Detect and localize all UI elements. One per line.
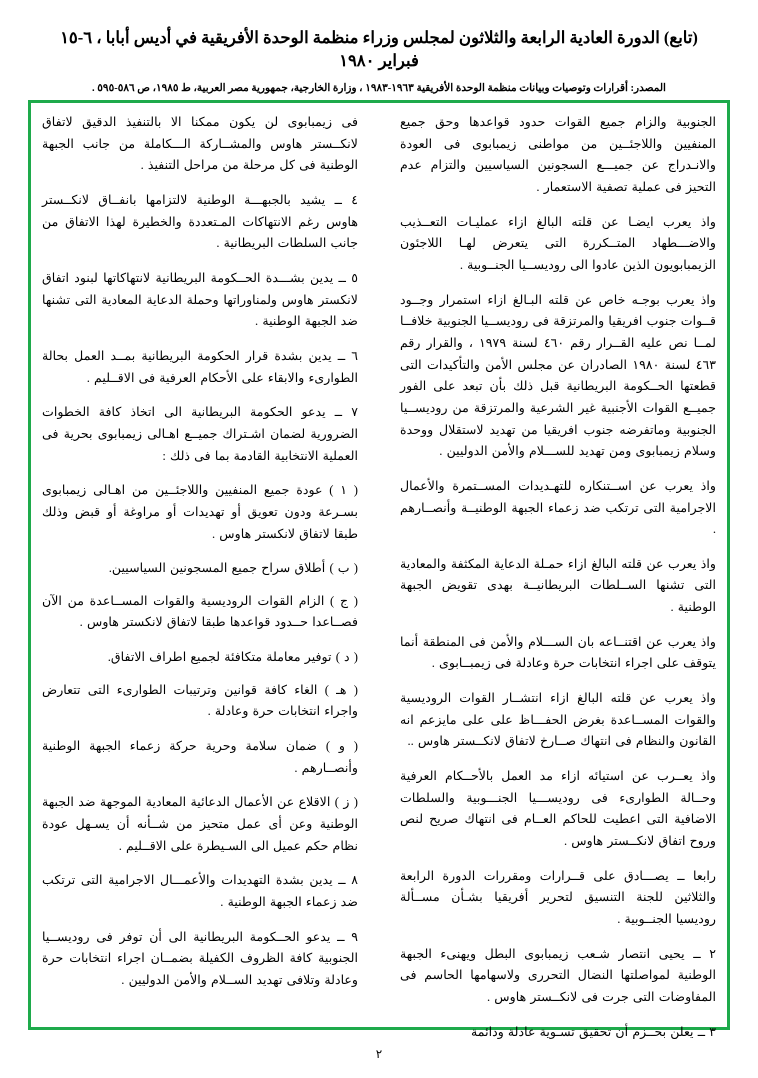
- paragraph: ٤ ــ يشيد بالجبهـــة الوطنية لالتزامها بانفــاق لانكــستر هاوس رغم الانتهاكات المـتعددة والخطيرة لهذا الاتفاق من جانب السلطات البريطانية .: [42, 192, 358, 251]
- paragraph: ( ز ) الاقلاع عن الأعمال الدعائية المعادية الموجهة ضد الجبهة الوطنية وعن أى عمل متحيز من شــأنه أن يسـهل عودة نظام حكم عميل الى السـيطرة على الاقــليم .: [42, 795, 358, 853]
- paragraph: ٦ ــ يدين بشدة قرار الحكومة البريطانية بمــد العمل بحالة الطوارىء والابقاء على الأحكام العرفية فى الاقــليم .: [42, 348, 358, 385]
- paragraph: ٨ ــ يدين بشدة التهديدات والأعمـــال الاجرامية التى ترتكب ضد زعماء الجبهة الوطنية .: [42, 873, 358, 910]
- paragraph: ( ب ) أطلاق سراح جميع المسجونين السياسيين.: [108, 561, 358, 576]
- paragraph: رابعا ــ يصـــادق على قــرارات ومقررات الدورة الرابعة والثلاثين للجنة التنسيق لتحرير أفريقيا بشـأن مســألة روديسيا الجنــوبية .: [400, 868, 716, 926]
- paragraph: فى زيمبابوى لن يكون ممكنا الا بالتنفيذ الدقيق لاتفاق لانكــستر هاوس والمشــاركة الـــكاملة من جانب الجبهة الوطنية فى كل مرحلة من مراحل التنفيذ .: [42, 115, 358, 173]
- paragraph: الجنوبية والزام جميع القوات حدود قواعدها وحق جميع المنفيين واللاجئــين من مواطنى زيمبابوى فى العودة والانـدراج عن جميـــع السجونين السياسيين والتزام عدم التحيز فى عملية تصفية الاستعمار .: [400, 115, 716, 194]
- page-title: (تابع) الدورة العادية الرابعة والثلاثون لمجلس وزراء منظمة الوحدة الأفريقية في أديس أبابا ، ٦-١٥ فبراير ١٩٨٠: [60, 28, 698, 71]
- paragraph: ٣ ــ يعلن بحــزم أن تحقيق تسـوية عادلة ودائمة: [471, 1024, 716, 1039]
- paragraph: ( ج ) الزام القوات الروديسية والقوات المســاعدة من الآن فصــاعدا حــدود قواعدها طبقا لاتفاق لانكستر هاوس .: [42, 593, 358, 630]
- column-left: [42, 112, 358, 1018]
- paragraph: ( ١ ) عودة جميع المنفيين واللاجئــين من اهـالى زيمبابوى بسـرعة ودون تعويق أو تهديدات أو مراوغة أو قبض وذلك طبقا لاتفاق لانكستر هاوس .: [42, 483, 358, 541]
- paragraph: واذ يعــرب عن استيائه ازاء مد العمل بالأحــكام العرفية وحــالة الطوارىء فى روديســـيا الجنـــوبية والسلطات الاضافية التى اعطيت للحاكم العــام فى انتهاك صريح لنص وروح اتفاق لانكــستر هاوس .: [400, 769, 716, 849]
- source-line: المصدر: أقرارات وتوصيات وبيانات منظمة الوحدة الأفريقية ١٩٦٣-١٩٨٣ ، وزارة الخارجية، جمهورية مصر العربية، ط ١٩٨٥، ص ٥٨٦-٥٩٥ .: [92, 83, 666, 95]
- column-right: [400, 112, 716, 1039]
- page-header: [0, 0, 758, 97]
- paragraph: واذ يعرب ايضـا عن قلته البالغ ازاء عمليـات التعــذيب والاضـــطهاد المتــكررة التى يتعرض لهـا اللاجئون الزيمبابويون الذين عادوا الى روديســيا الجنــوبية .: [400, 214, 716, 272]
- paragraph: ٥ ــ يدين بشـــدة الحــكومة البريطانية لانتهاكاتها لبنود اتفاق لانكستر هاوس ولمناوراتها وحملة الدعاية المعادية التى تشنها ضد الجبهة الوطنية .: [42, 270, 358, 329]
- text-columns: [42, 112, 716, 1039]
- paragraph: ( د ) توفير معاملة متكافئة لجميع اطراف الاتفاق.: [107, 650, 358, 665]
- paragraph: واذ يعرب عن قلته البالغ ازاء حمـلة الدعاية المكثفة والمعادية التى تشنها الســلطات البريطانيــة بهدى تقويض الجبهة الوطنية .: [400, 556, 716, 615]
- paragraph: واذ يعرب عن قلته البالغ ازاء انتشــار القوات الروديسية والقوات المســاعدة بغرض الحفـــاظ على على مايزعم انه القانون والنظام فى انتهاك صــارخ لاتفاق لانكــستر هاوس ..: [400, 691, 716, 749]
- paragraph: ٢ ــ يحيى انتصار شـعب زيمبابوى البطل ويهنىء الجبهة الوطنية لمواصلتها النضال التحررى ولاسهامها الحاسم فى المفاوضات التى جرت فى لانكــستر هاوس .: [400, 946, 716, 1004]
- paragraph: واذ يعرب عن اســتنكاره للتهـديدات المســتمرة والأعمال الاجرامية التى ترتكب ضد زعماء الجبهة الوطنيــة وأنصــارهم .: [400, 478, 716, 537]
- page-number: ٢: [375, 1047, 383, 1061]
- paragraph: ( و ) ضمان سلامة وحرية حركة زعماء الجبهة الوطنية وأنصــارهم .: [42, 739, 358, 775]
- paragraph: واذ يعرب بوجـه خاص عن قلته البـالغ ازاء استمرار وجــود قــوات جنوب افريقيا والمرتزقة فى روديســيا الجنوبية خلافــا لمــا نص عليه القــرار رقم ٤٦٠ لسنة ١٩٧٩ ، والقرار رقم ٤٦٣ لسنة ١٩٨٠ الصادران عن مجلس الأمن والتأكيدات التى قطعتها الحــكومة البريطانية قبل ذلك بأن تبعد على الفور جميــع القوات الأجنبية غير الشرعية والمرتزقة من روديســيا الجنوبية وماتفرضه جنوب افريقيا من تهديد لاستقلال ووحدة وسلام زيمبابوى ومن تهديد للســـلام والأمن الدوليين .: [400, 292, 716, 459]
- paragraph: واذ يعرب عن اقتنــاعه بان الســـلام والأمن فى المنطقة أنما يتوقف على اجراء انتخابات حرة وعادلة فى زيمبــابوى .: [400, 634, 716, 671]
- paragraph: ٧ ــ يدعو الحكومة البريطانية الى اتخاذ كافة الخطوات الضرورية لضمان اشـتراك جميــع اهـالى زيمبابوى بحرية فى العملية الانتخابية القادمة بما فى ذلك :: [42, 405, 358, 463]
- paragraph: ٩ ــ يدعو الحــكومة البريطانية الى أن توفر فى روديســيا الجنوبية كافة الظروف الكفيلة بضمــان اجراء انتخابات حرة وعادلة وتلافى تهديد الســلام والأمن الدوليين .: [42, 929, 358, 987]
- paragraph: ( هـ ) الغاء كافة قوانين وترتيبات الطوارىء التى تتعارض واجراء انتخابات حرة وعادلة .: [42, 682, 358, 719]
